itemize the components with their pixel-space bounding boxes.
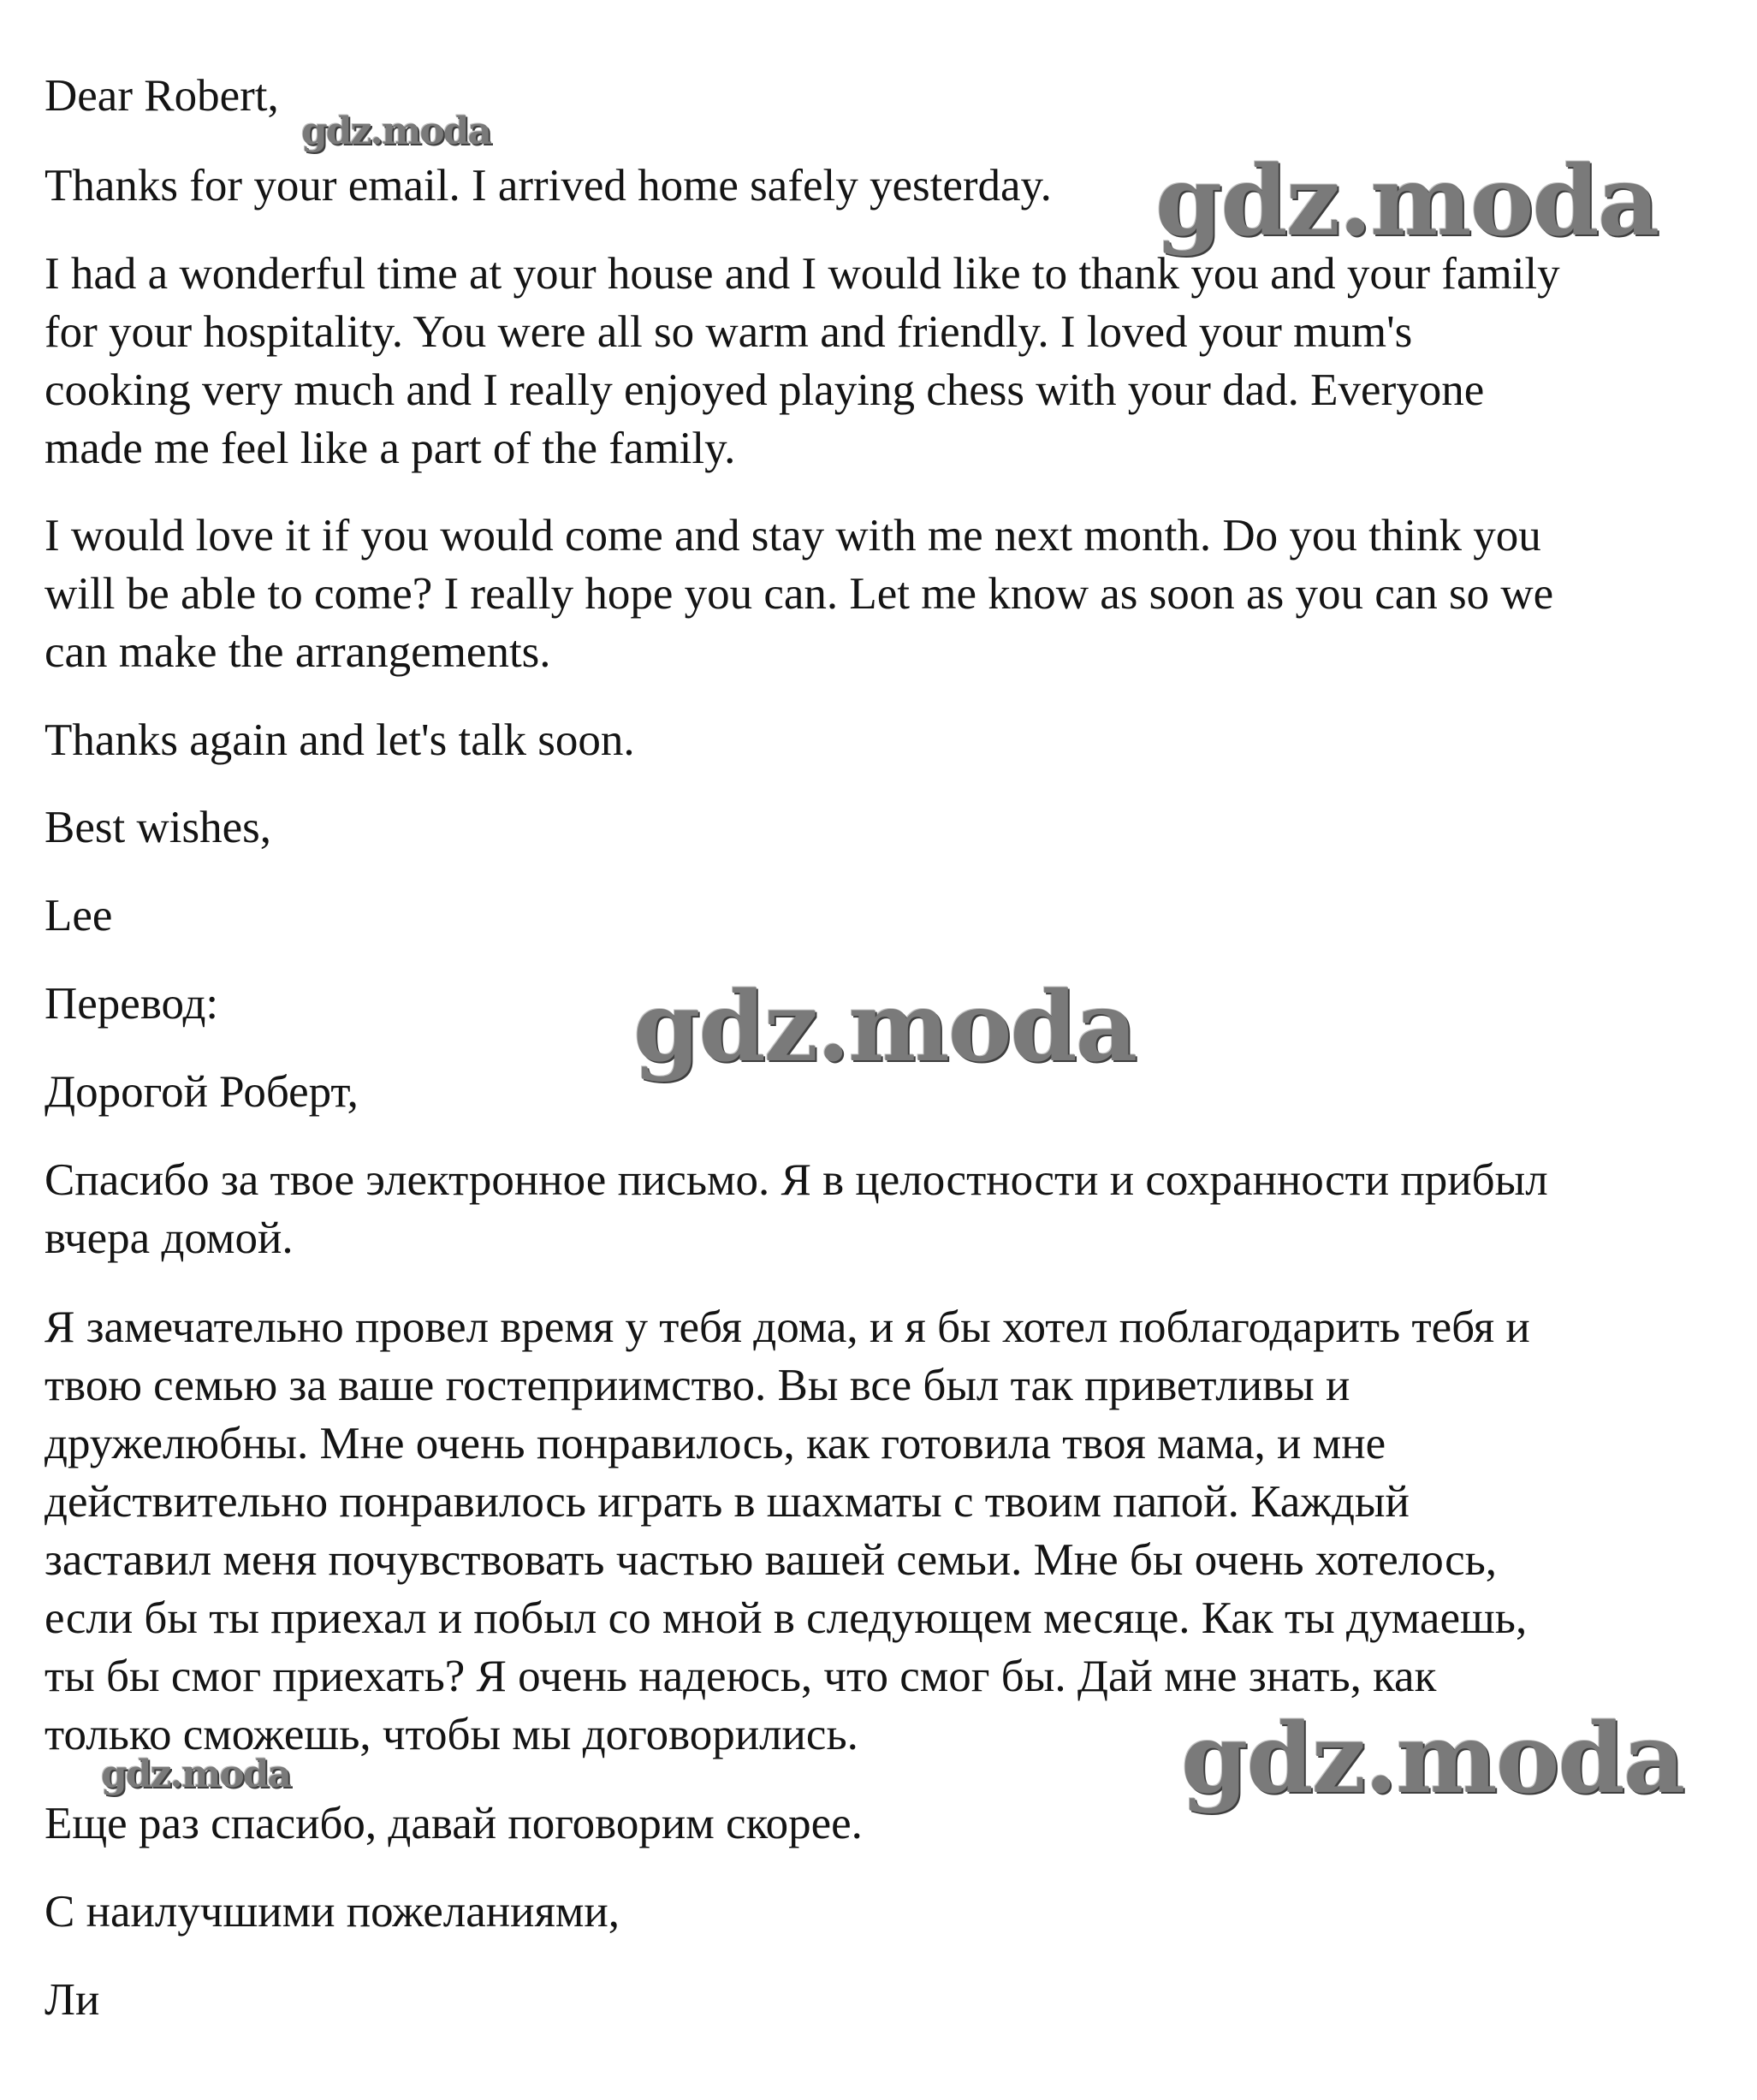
letter-signature-ru: Ли xyxy=(45,1975,100,2025)
watermark-1: gdz.moda xyxy=(301,110,491,153)
watermark-3: gdz.moda xyxy=(633,971,1137,1083)
letter-paragraph-en-1: Thanks for your email. I arrived home safely yesterday. xyxy=(45,161,1052,211)
letter-closing-en: Best wishes, xyxy=(45,803,271,852)
letter-closing-ru: С наилучшими пожеланиями, xyxy=(45,1887,620,1937)
letter-greeting-en: Dear Robert, xyxy=(45,71,279,121)
letter-paragraph-ru-1: Спасибо за твое электронное письмо. Я в целостности и сохранности прибыл вчера домой. xyxy=(45,1155,1548,1263)
watermark-4: gdz.moda xyxy=(1181,1703,1684,1815)
letter-signature-en: Lee xyxy=(45,891,113,940)
watermark-2: gdz.moda xyxy=(1155,145,1659,258)
letter-paragraph-ru-2: Я замечательно провел время у тебя дома, и я бы хотел поблагодарить тебя и твою семью за ваше гостеприимство. Вы все был так приветливы и дружелюбны. Мне очень понравилось, как готовила твоя мама, и мне действительно понравилось играть в шахматы с твоим папой. Каждый заставил меня почувствовать частью вашей семьи. Мне бы очень хотелось, если бы ты приехал и побыл со мной в следующем месяце. Как ты думаешь, ты бы смог приехать? Я очень надеюсь, что смог бы. Дай мне знать, как только сможешь, чтобы мы договорились. xyxy=(45,1302,1530,1759)
translation-heading: Перевод: xyxy=(45,979,219,1029)
letter-paragraph-en-4: Thanks again and let's talk soon. xyxy=(45,715,635,765)
letter-paragraph-en-3: I would love it if you would come and stay with me next month. Do you think you will be able to come? I really hope you can. Let me know as soon as you can so we can make the arrangements. xyxy=(45,511,1554,677)
watermark-5: gdz.moda xyxy=(101,1753,291,1796)
letter-greeting-ru: Дорогой Роберт, xyxy=(45,1067,359,1117)
letter-paragraph-en-2: I had a wonderful time at your house and I would like to thank you and your family for your hospitality. You were all so warm and friendly. I loved your mum's cooking very much and I really enjoyed playing chess with your dad. Everyone made me feel like a part of the family. xyxy=(45,249,1560,473)
letter-paragraph-ru-3: Еще раз спасибо, давай поговорим скорее. xyxy=(45,1799,863,1848)
